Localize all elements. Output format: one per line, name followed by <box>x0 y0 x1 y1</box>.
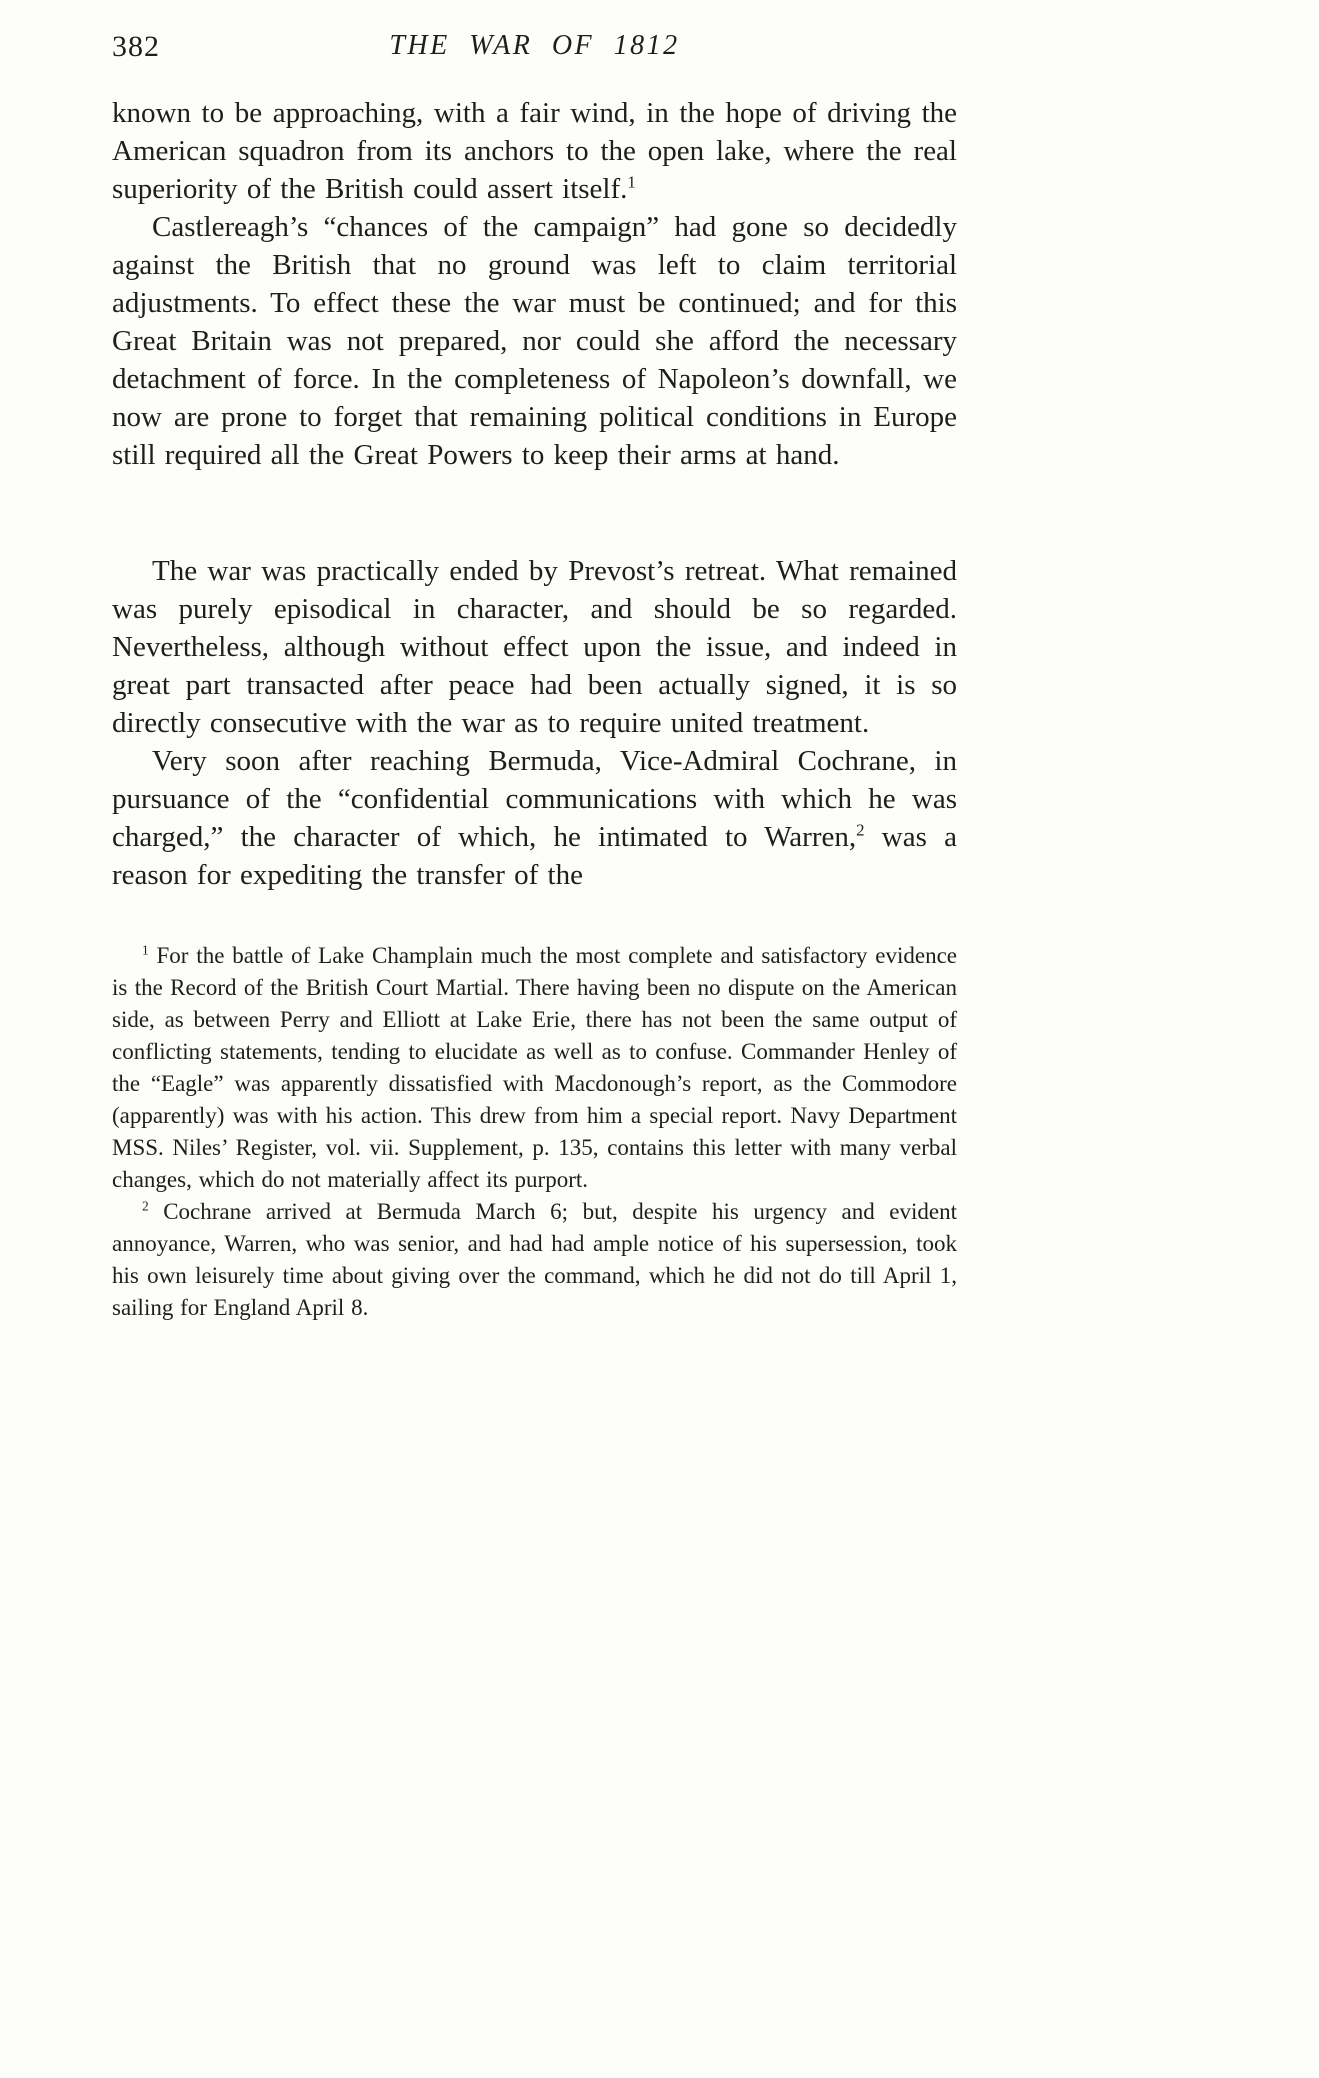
running-title: THE WAR OF 1812 <box>389 30 680 61</box>
footnote: $^2$ Cochrane arrived at Bermuda March 6; but, despite his urgency and evident annoyance, Warren, who was senior, and had had ample notice of his supersession, took his own leisurely time about giving over the command, which he did not do till April 1, sailing for England April 8. <box>112 1198 957 1320</box>
page-number: 382 <box>112 30 160 63</box>
footnotes-section <box>112 940 957 1324</box>
footnote-reference: 2 <box>856 820 865 840</box>
footnote: $^1$ For the battle of Lake Champlain much the most complete and satisfactory evidence is the Record of the British Court Martial. There having been no dispute on the American side, as between Perry and Elliott at Lake Erie, there has not been the same output of conflicting statements, tending to elucidate as well as to confuse. Commander Henley of the “Eagle” was apparently dissatisfied with Macdonough’s report, as the Commodore (apparently) was with his action. This drew from him a special report. Navy Department MSS. Niles’ Register, vol. vii. Supplement, p. 135, contains this letter with many verbal changes, which do not materially affect its purport. <box>112 942 957 1192</box>
page-header <box>112 28 957 70</box>
paragraph: known to be approaching, with a fair wind, in the hope of driving the American squadron from its anchors to the open lake, where the real superiority of the British could assert itself.$^1$ <box>112 97 957 205</box>
paragraph: Very soon after reaching Bermuda, Vice-Admiral Cochrane, in pursuance of the “confidential communications with which he was charged,” the character of which, he intimated to Warren,$^2$ was a reason for expediting the transfer of the <box>112 745 957 891</box>
footnote-marker: 2 <box>142 1198 149 1214</box>
footnote-marker: 1 <box>142 942 149 958</box>
paragraph: Castlereagh’s “chances of the campaign” had gone so decidedly against the British that no ground was left to claim territorial adjustments. To effect these the war must be continued; and for this Great Britain was not prepared, nor could she afford the necessary detachment of force. In the completeness of Napoleon’s downfall, we now are prone to forget that remaining political conditions in Europe still required all the Great Powers to keep their arms at hand. <box>112 211 957 471</box>
footnote-reference: 1 <box>627 172 636 192</box>
body-text <box>112 94 957 894</box>
paragraph: The war was practically ended by Prevost’s retreat. What remained was purely episodical in character, and should be so regarded. Nevertheless, although without effect upon the issue, and indeed in great part transacted after peace had been actually signed, it is so directly consecutive with the war as to require united treatment. <box>112 555 957 739</box>
